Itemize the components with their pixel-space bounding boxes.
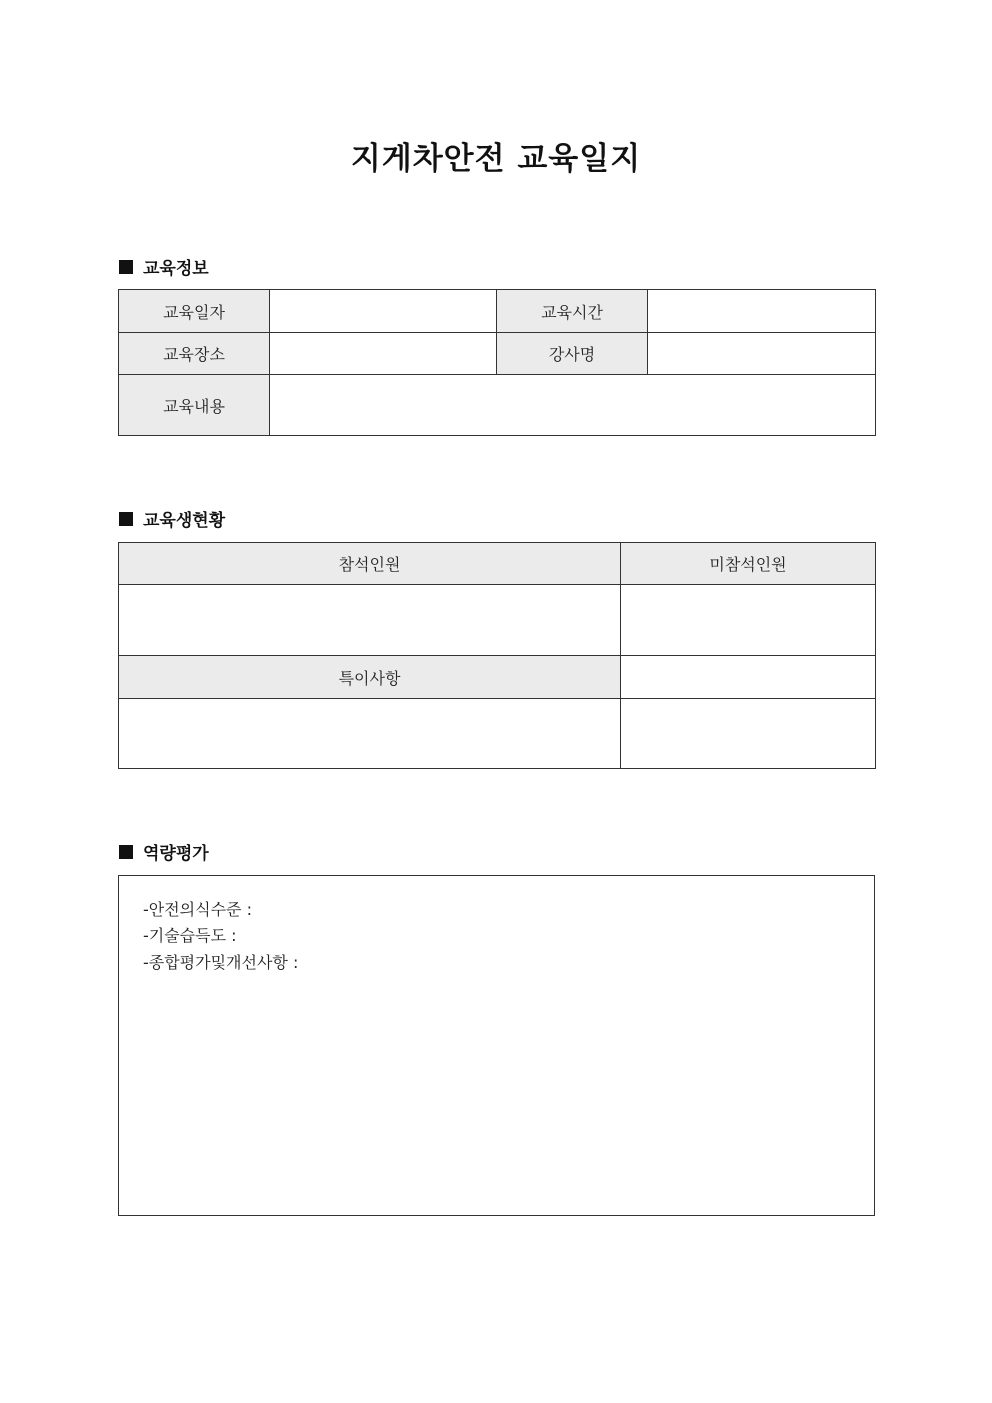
- absentees-label: 미참석인원: [621, 543, 876, 585]
- absentees-field[interactable]: [621, 585, 876, 656]
- eval-safety-awareness: -안전의식수준 :: [143, 900, 252, 919]
- section-heading-info-label: 교육정보: [143, 259, 209, 279]
- time-label: 교육시간: [497, 290, 648, 333]
- section-heading-trainees: [119, 506, 225, 531]
- content-label: 교육내용: [119, 375, 270, 436]
- square-bullet-icon: [119, 845, 133, 859]
- notes-field[interactable]: [119, 699, 621, 769]
- info-table: [118, 289, 876, 436]
- instructor-field[interactable]: [648, 333, 876, 375]
- section-heading-evaluation: [119, 839, 209, 864]
- section-heading-trainees-label: 교육생현황: [143, 511, 226, 531]
- section-heading-evaluation-label: 역량평가: [143, 844, 209, 864]
- place-label: 교육장소: [119, 333, 270, 375]
- content-field[interactable]: [270, 375, 876, 436]
- page-title: 지게차안전 교육일지: [350, 141, 642, 177]
- notes-label: 특이사항: [119, 656, 621, 699]
- instructor-label: 강사명: [497, 333, 648, 375]
- date-field[interactable]: [270, 290, 497, 333]
- square-bullet-icon: [119, 260, 133, 274]
- date-label: 교육일자: [119, 290, 270, 333]
- eval-skill-acquisition: -기술습득도 :: [143, 926, 237, 945]
- notes-side-field[interactable]: [621, 656, 876, 699]
- trainees-table: [118, 542, 876, 769]
- notes-extra-field[interactable]: [621, 699, 876, 769]
- place-field[interactable]: [270, 333, 497, 375]
- section-heading-info: [119, 254, 209, 279]
- eval-overall-improvement: -종합평가및개선사항 :: [143, 953, 299, 972]
- square-bullet-icon: [119, 512, 133, 526]
- evaluation-box[interactable]: [118, 875, 875, 1216]
- attendees-label: 참석인원: [119, 543, 621, 585]
- attendees-field[interactable]: [119, 585, 621, 656]
- time-field[interactable]: [648, 290, 876, 333]
